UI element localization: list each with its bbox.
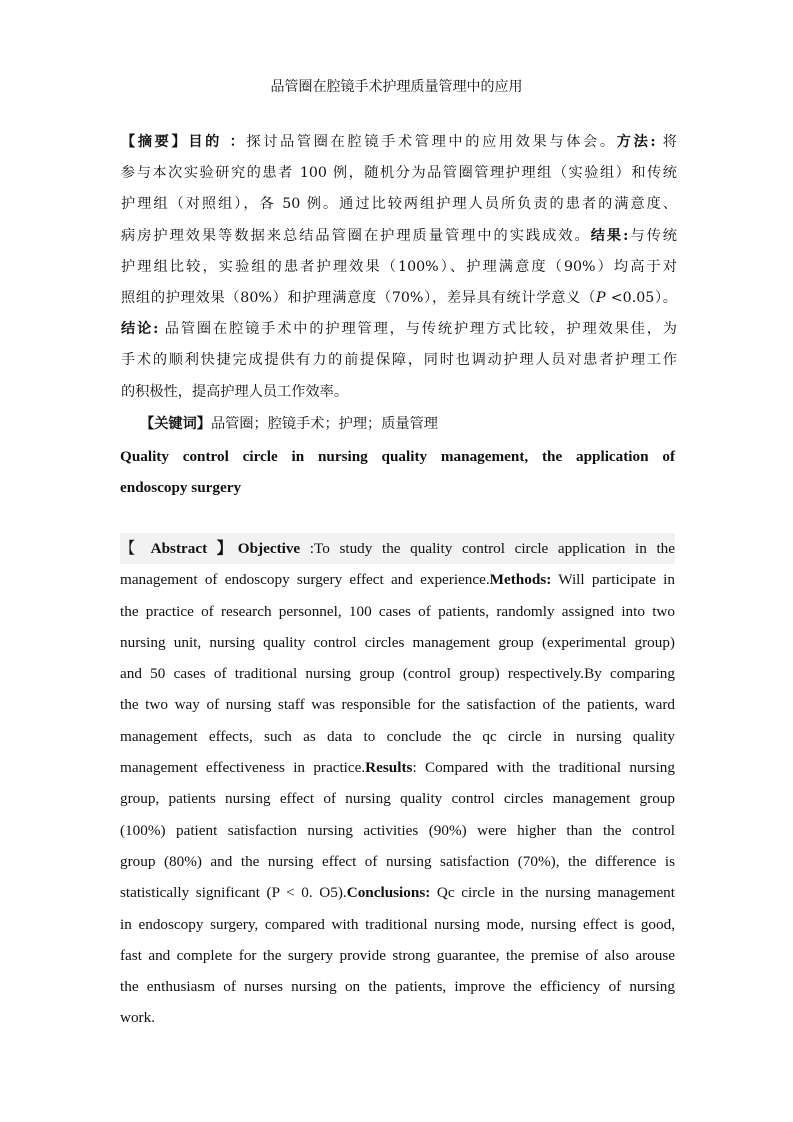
- en-abstract-segment: management effects, such as data to conclude the qc circle in nursing quality: [120, 727, 675, 745]
- en-abstract-segment: the two way of nursing staff was responsible for the satisfaction of the patients, ward: [120, 696, 675, 714]
- zh-abstract-line-5: [121, 252, 677, 283]
- english-title-line-2: endoscopy surgery: [120, 479, 242, 496]
- zh-abstract-segment: 将: [655, 134, 677, 150]
- en-abstract-segment: Conclusions:: [346, 884, 431, 902]
- zh-abstract-segment: 的积极性，提高护理人员工作效率。: [121, 383, 349, 400]
- en-abstract-segment: group (80%) and the nursing effect of nursing satisfaction (70%), the difference is: [120, 852, 675, 870]
- en-abstract-segment: management of endoscopy surgery effect and experience.: [120, 571, 490, 589]
- en-abstract-line-16: [120, 1002, 675, 1033]
- en-abstract-line-11: [120, 846, 675, 877]
- en-abstract-line-2: [120, 564, 675, 595]
- en-abstract-segment: (100%) patient satisfaction nursing activities (90%) were higher than the control: [120, 821, 675, 839]
- zh-abstract-line-9: [121, 377, 677, 408]
- en-abstract-segment: 【: [120, 540, 151, 557]
- zh-abstract-segment: 护理组（对照组），各 50 例。通过比较两组护理人员所负责的患者的满意度、: [121, 196, 677, 213]
- keywords-line: [140, 413, 438, 435]
- keywords-label: 【关键词】: [140, 416, 211, 432]
- en-abstract-line-5: [120, 658, 675, 689]
- en-abstract-line-14: [120, 940, 675, 971]
- en-abstract-line-9: [120, 783, 675, 814]
- zh-abstract-segment: 病房护理效果等数据来总结品管圈在护理质量管理中的实践成效。: [121, 227, 591, 244]
- en-abstract-segment: Methods:: [489, 571, 552, 589]
- en-abstract-line-12: [120, 877, 675, 908]
- en-abstract-segment: and 50 cases of traditional nursing group (control group) respectively.By comparing: [120, 665, 675, 683]
- en-abstract-segment: management effectiveness in practice.: [120, 759, 366, 777]
- en-abstract-line-7: [120, 721, 675, 752]
- en-abstract-segment: 】: [207, 540, 238, 557]
- en-abstract-segment: group, patients nursing effect of nursing quality control circles management group: [120, 790, 675, 808]
- en-abstract-line-10: [120, 815, 675, 846]
- en-abstract-segment: in endoscopy surgery, compared with traditional nursing mode, nursing effect is good,: [120, 915, 675, 933]
- zh-abstract-segment: 探讨品管圈在腔镜手术管理中的应用效果与体会。: [246, 134, 617, 150]
- en-abstract-line-3: [120, 596, 675, 627]
- en-abstract-segment: : Compared with the traditional nursing: [412, 759, 675, 777]
- english-title: [120, 441, 675, 503]
- zh-abstract-segment: 结论:: [121, 321, 159, 338]
- en-abstract-segment: work.: [120, 1009, 156, 1027]
- en-abstract-segment: :To study the quality control circle application in the: [300, 540, 675, 557]
- zh-abstract-segment: 方法:: [616, 134, 656, 150]
- zh-abstract-line-4: [121, 221, 677, 252]
- en-abstract-line-8: [120, 752, 675, 783]
- zh-abstract-segment: 与传统: [628, 227, 677, 244]
- zh-abstract-line-6: [121, 283, 677, 314]
- zh-abstract-line-3: [121, 189, 677, 220]
- en-abstract-segment: fast and complete for the surgery provide strong guarantee, the premise of also arouse: [120, 946, 675, 964]
- zh-abstract-segment: 品管圈在腔镜手术中的护理管理，与传统护理方式比较，护理效果佳，为: [158, 321, 677, 338]
- zh-abstract-line-1: [121, 127, 677, 158]
- zh-abstract-segment: 护理组比较，实验组的患者护理效果（100%）、护理满意度（90%）均高于对: [121, 258, 677, 275]
- english-abstract: [120, 533, 675, 1034]
- en-abstract-line-6: [120, 689, 675, 720]
- page-title: 品管圈在腔镜手术护理质量管理中的应用: [270, 79, 523, 95]
- en-abstract-segment: the enthusiasm of nurses nursing on the patients, improve the efficiency of nursing: [120, 978, 675, 996]
- english-title-line-1: Quality control circle in nursing quality management, the application of: [120, 448, 675, 465]
- zh-abstract-line-7: [121, 314, 677, 345]
- en-abstract-segment: Objective: [237, 540, 301, 557]
- zh-abstract-segment: 照组的护理效果（80%）和护理满意度（70%），差异具有统计学意义（: [121, 289, 596, 306]
- en-abstract-segment: the practice of research personnel, 100 cases of patients, randomly assigned into two: [120, 602, 675, 620]
- zh-abstract-segment: 【摘要】目的 ：: [121, 134, 247, 150]
- keywords-text: 品管圈；腔镜手术；护理；质量管理: [210, 416, 438, 432]
- en-abstract-segment: statistically significant (P < 0. O5).: [120, 884, 347, 902]
- en-abstract-line-13: [120, 909, 675, 940]
- en-abstract-line-4: [120, 627, 675, 658]
- en-abstract-segment: Will participate in: [551, 571, 675, 589]
- zh-abstract-segment: 参与本次实验研究的患者 100 例，随机分为品管圈管理护理组（实验组）和传统: [121, 165, 677, 182]
- en-abstract-segment: Abstract: [150, 540, 208, 557]
- en-abstract-segment: Results: [365, 759, 413, 777]
- en-abstract-line-15: [120, 971, 675, 1002]
- zh-abstract-segment: <0.05）。: [605, 289, 677, 306]
- zh-abstract-segment: 结果:: [590, 227, 629, 244]
- en-abstract-segment: Qc circle in the nursing management: [430, 884, 675, 902]
- en-abstract-line-1: [120, 533, 675, 564]
- zh-abstract-line-8: [121, 345, 677, 376]
- chinese-abstract: [121, 127, 677, 408]
- en-abstract-segment: nursing unit, nursing quality control circles management group (experimental group): [120, 633, 675, 651]
- zh-abstract-segment: P: [596, 289, 606, 306]
- zh-abstract-segment: 手术的顺利快捷完成提供有力的前提保障，同时也调动护理人员对患者护理工作: [121, 352, 677, 369]
- zh-abstract-line-2: [121, 158, 677, 189]
